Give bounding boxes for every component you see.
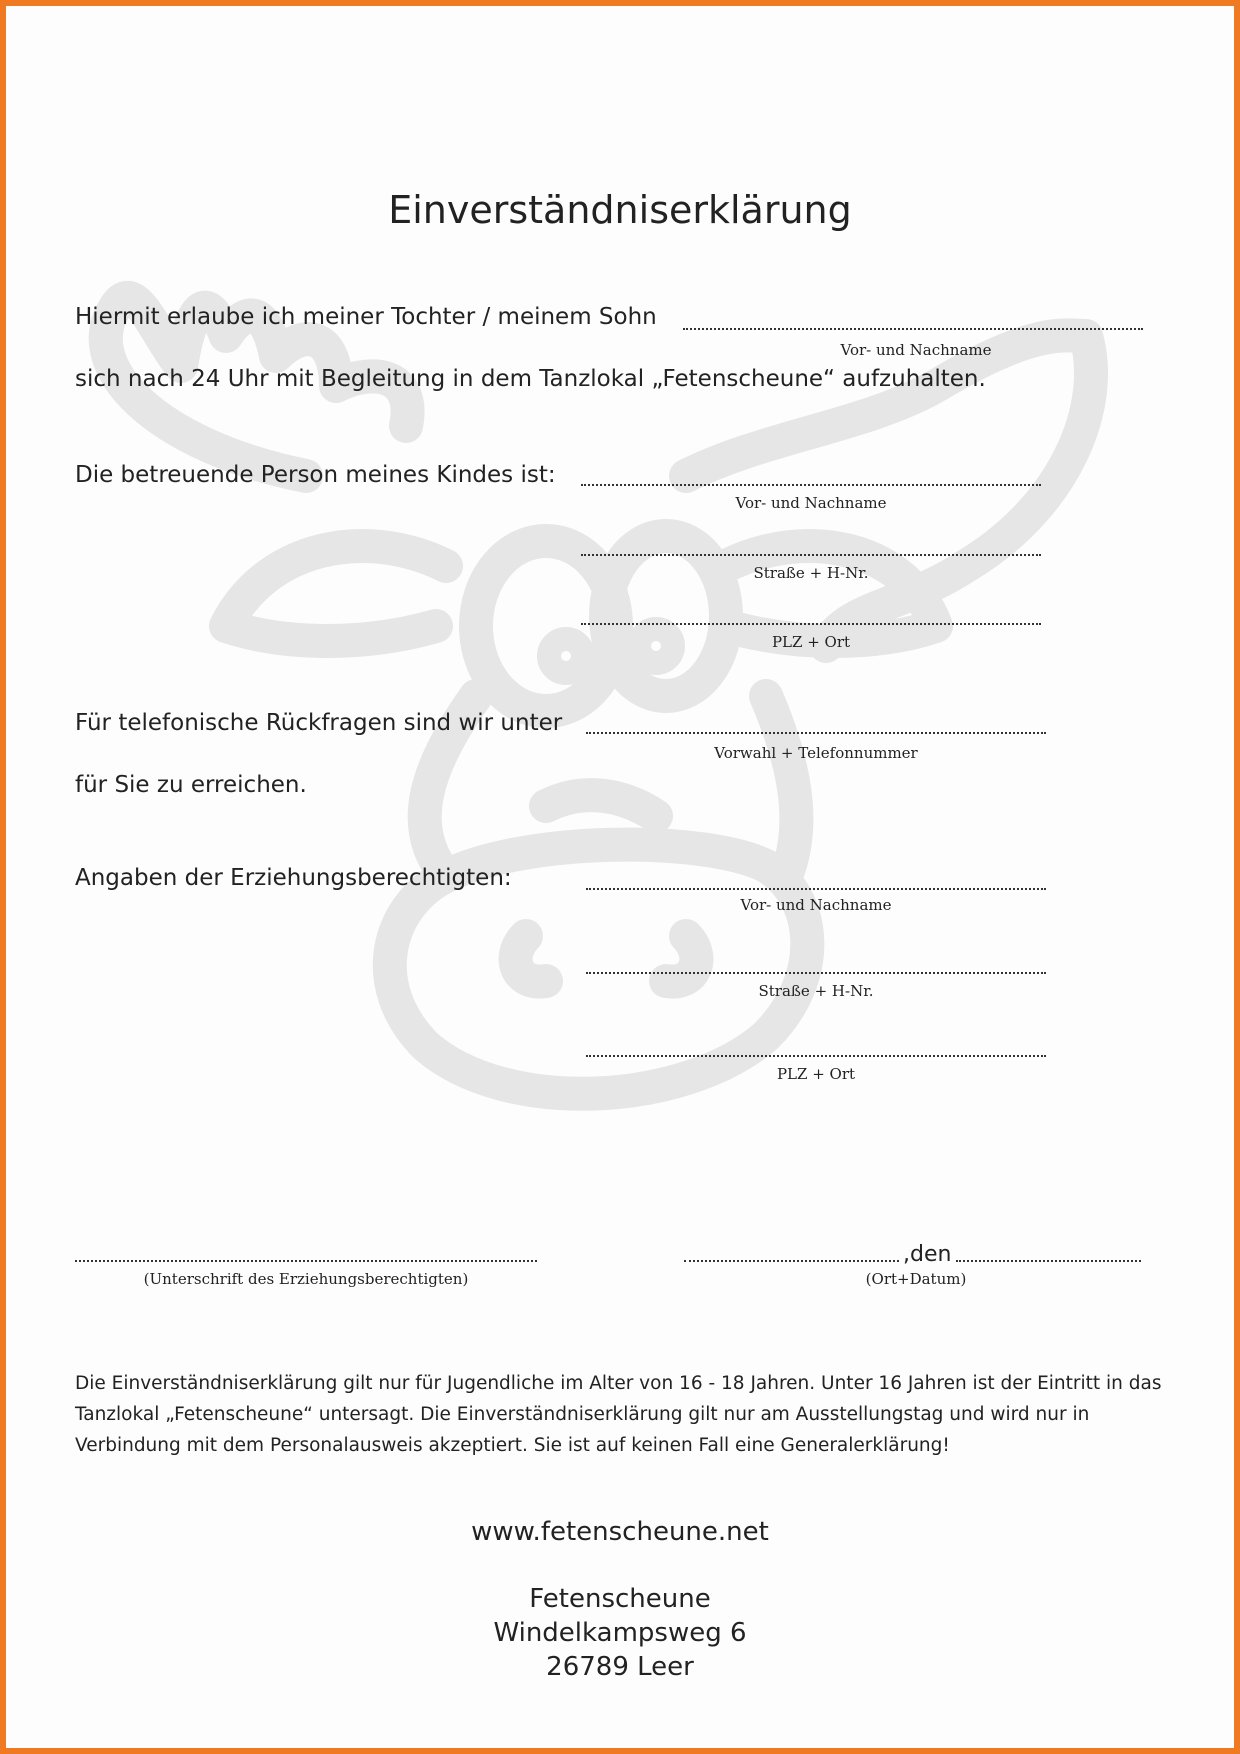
date-separator: ,den: [903, 1242, 952, 1267]
caretaker-name-caption: Vor- und Nachname: [735, 494, 887, 512]
child-name-field[interactable]: [683, 328, 1143, 330]
phone-field[interactable]: [586, 732, 1046, 734]
caretaker-name-field[interactable]: [581, 484, 1041, 486]
website-link[interactable]: www.fetenscheune.net: [471, 1517, 769, 1547]
address-name: Fetenscheune: [529, 1584, 711, 1614]
place-field[interactable]: [684, 1260, 899, 1262]
phone-caption: Vorwahl + Telefonnummer: [714, 744, 918, 762]
phone-text-line2: für Sie zu erreichen.: [75, 772, 307, 798]
date-field[interactable]: [956, 1260, 1141, 1262]
legal-note: Die Einverständniserklärung gilt nur für Jugendliche im Alter von 16 - 18 Jahren. Unter 16 Jahren ist der Eintritt in das Tanzlokal „Fetenscheune“ untersagt. Die Einverständniserklärung gilt nur am Ausstellungstag und wird nur in Verbindung mit dem Personalausweis akzeptiert. Sie ist auf keinen Fall eine Generalerklärung!: [75, 1373, 1162, 1456]
caretaker-street-field[interactable]: [581, 554, 1041, 556]
permission-text-line2: sich nach 24 Uhr mit Begleitung in dem Tanzlokal „Fetenscheune“ aufzuhalten.: [75, 366, 986, 392]
caretaker-street-caption: Straße + H-Nr.: [753, 564, 869, 582]
guardian-street-caption: Straße + H-Nr.: [758, 982, 874, 1000]
guardian-label: Angaben der Erziehungsberechtigten:: [75, 865, 512, 891]
guardian-name-field[interactable]: [586, 888, 1046, 890]
signature-caption: (Unterschrift des Erziehungsberechtigten): [143, 1270, 469, 1288]
guardian-city-caption: PLZ + Ort: [776, 1065, 856, 1083]
caretaker-city-caption: PLZ + Ort: [771, 633, 851, 651]
address-street: Windelkampsweg 6: [493, 1618, 747, 1648]
child-permission-text: Hiermit erlaube ich meiner Tochter / meinem Sohn: [75, 304, 657, 330]
phone-label: Für telefonische Rückfragen sind wir unter: [75, 710, 563, 736]
guardian-street-field[interactable]: [586, 972, 1046, 974]
date-caption: (Ort+Datum): [865, 1270, 967, 1288]
guardian-city-field[interactable]: [586, 1055, 1046, 1057]
caretaker-city-field[interactable]: [581, 623, 1041, 625]
guardian-name-caption: Vor- und Nachname: [740, 896, 892, 914]
signature-field[interactable]: [75, 1260, 537, 1262]
page-title: Einverständniserklärung: [388, 188, 852, 232]
caretaker-label: Die betreuende Person meines Kindes ist:: [75, 462, 556, 488]
address-city: 26789 Leer: [546, 1652, 694, 1682]
child-name-caption: Vor- und Nachname: [840, 341, 992, 359]
